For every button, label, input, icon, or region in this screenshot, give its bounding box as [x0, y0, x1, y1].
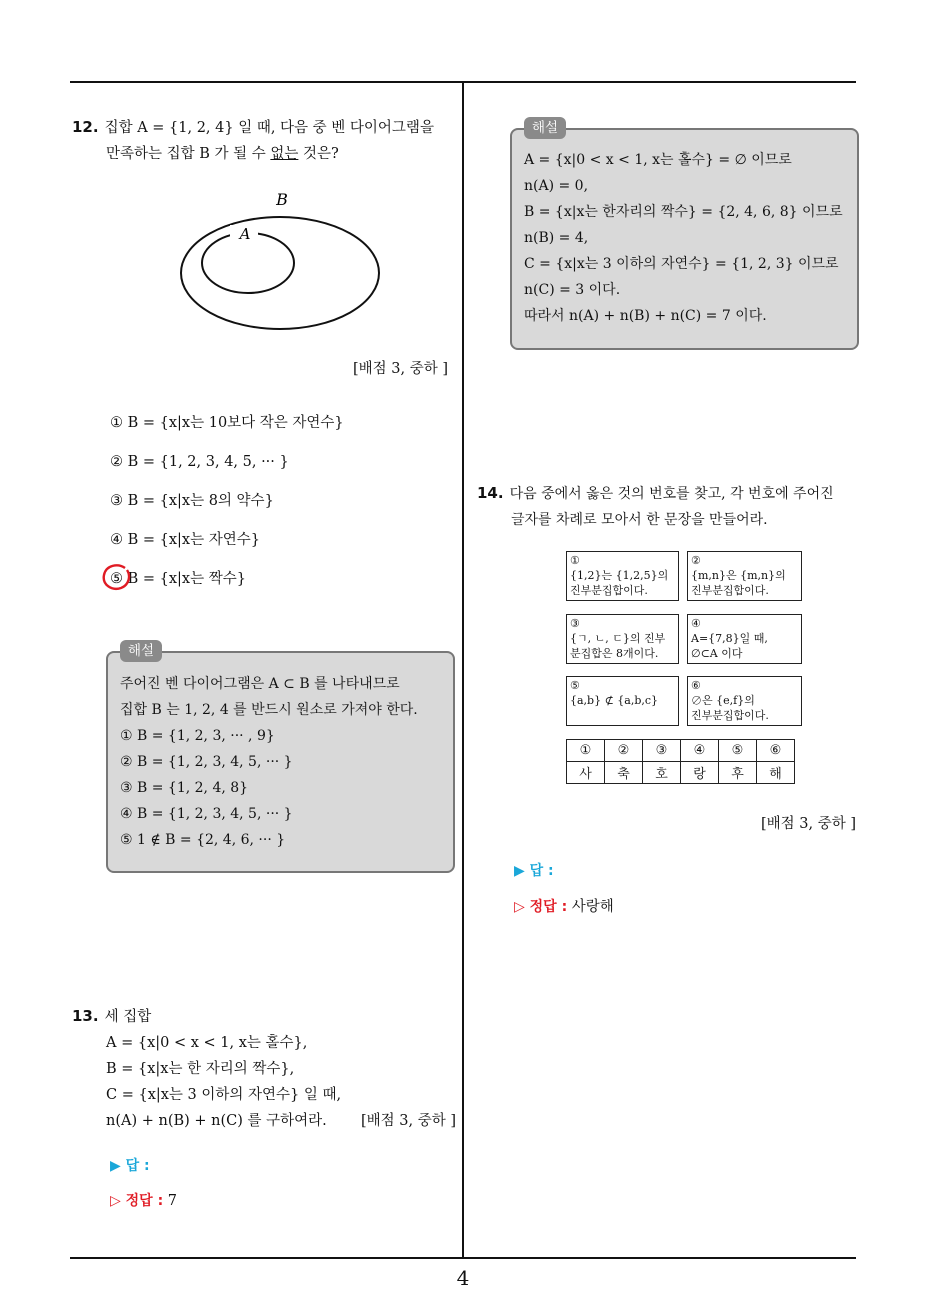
question-text-line: n(A) + n(B) + n(C) 를 구하여라. [106, 1113, 327, 1129]
set-a-label: A [239, 225, 251, 243]
solution-box-12 [106, 643, 455, 873]
solution-line: n(A) = 0, [524, 178, 589, 194]
code-number: ① [567, 740, 605, 762]
choice-4[interactable]: ④ B = {x|x는 자연수} [110, 532, 260, 548]
choice-3[interactable]: ③ B = {x|x는 8의 약수} [110, 493, 274, 509]
question-text-line1: 다음 중에서 옳은 것의 번호를 찾고, 각 번호에 주어진 [509, 486, 834, 502]
correct-answer-value: 7 [167, 1193, 178, 1209]
cell-number: ④ [691, 617, 701, 630]
cell-number: ③ [570, 617, 580, 630]
answer-label: ▶ 답 : [514, 863, 554, 879]
answer-row-13 [110, 1153, 410, 1179]
code-char: 후 [719, 762, 757, 784]
question-text-line2-end: 것은? [298, 146, 339, 162]
code-number: ④ [681, 740, 719, 762]
question-number: 12. [72, 118, 99, 136]
answer-circle-mark [100, 562, 134, 592]
question-13 [72, 1003, 456, 1134]
choice-2[interactable]: ② B = {1, 2, 3, 4, 5, ··· } [110, 454, 289, 470]
solution-tab: 해설 [120, 640, 162, 662]
question-text-line1: 집합 A = {1, 2, 4} 일 때, 다음 중 벤 다이어그램을 [104, 120, 434, 136]
statement-cell-4 [687, 614, 802, 664]
cell-text: 분집합은 8개이다. [570, 647, 659, 660]
statement-cell-3 [566, 614, 679, 664]
difficulty-label: [배점 3, 중하 ] [360, 1113, 456, 1129]
code-number: ⑤ [719, 740, 757, 762]
set-b-ellipse [181, 217, 379, 329]
correct-row-13 [110, 1188, 410, 1214]
question-number: 13. [72, 1007, 99, 1025]
solution-line: n(C) = 3 이다. [524, 282, 621, 298]
solution-line: A = {x|0 < x < 1, x는 홀수} = ∅ 이므로 [524, 152, 792, 168]
code-number: ② [605, 740, 643, 762]
code-number-row [567, 740, 795, 762]
underlined-word: 없는 [270, 146, 299, 162]
correct-row-14 [514, 894, 814, 920]
page-number: 4 [456, 1266, 470, 1290]
code-char: 사 [567, 762, 605, 784]
code-char: 랑 [681, 762, 719, 784]
answer-label: ▶ 답 : [110, 1158, 150, 1174]
code-number: ③ [643, 740, 681, 762]
question-text-line: C = {x|x는 3 이하의 자연수} 일 때, [106, 1087, 342, 1103]
choice-1[interactable]: ① B = {x|x는 10보다 작은 자연수} [110, 415, 344, 431]
question-text-line2: 글자를 차례로 모아서 한 문장을 만들어라. [511, 512, 768, 528]
answer-row-14 [514, 858, 814, 884]
code-char: 호 [643, 762, 681, 784]
set-b-label: B [276, 190, 288, 209]
solution-box-13 [510, 120, 859, 350]
cell-text: ∅⊂A 이다 [691, 647, 743, 660]
solution-line: B = {x|x는 한자리의 짝수} = {2, 4, 6, 8} 이므로 [524, 204, 843, 220]
solution-tab: 해설 [524, 117, 566, 139]
cell-text: 진부분집합이다. [691, 709, 769, 722]
statement-cell-6 [687, 676, 802, 726]
cell-text: {m,n}은 {m,n}의 [691, 569, 786, 582]
solution-line: ④ B = {1, 2, 3, 4, 5, ··· } [120, 806, 293, 822]
difficulty-label: [배점 3, 중하 ] [352, 361, 448, 377]
correct-answer-value: 사랑해 [571, 899, 614, 915]
question-14 [477, 480, 861, 533]
question-text-line: 세 집합 [104, 1009, 152, 1025]
code-char-row [567, 762, 795, 784]
column-divider [462, 82, 464, 1258]
cell-text: {1,2}는 {1,2,5}의 [570, 569, 669, 582]
correct-answer-label: ▷ 정답 : [110, 1193, 164, 1209]
solution-line: 따라서 n(A) + n(B) + n(C) = 7 이다. [524, 308, 767, 324]
statement-cell-1 [566, 551, 679, 601]
cell-number: ⑤ [570, 679, 580, 692]
cell-text: 진부분집합이다. [570, 584, 648, 597]
solution-line: n(B) = 4, [524, 230, 589, 246]
solution-line: 주어진 벤 다이어그램은 A ⊂ B 를 나타내므로 [120, 676, 400, 692]
difficulty-label: [배점 3, 중하 ] [760, 816, 856, 832]
question-text-line: A = {x|0 < x < 1, x는 홀수}, [106, 1035, 308, 1051]
choice-5[interactable]: ⑤ B = {x|x는 짝수} [110, 571, 246, 587]
statement-cell-5 [566, 676, 679, 726]
question-text-line: B = {x|x는 한 자리의 짝수}, [106, 1061, 295, 1077]
letter-code-table [566, 739, 795, 784]
statement-cell-2 [687, 551, 802, 601]
cell-text: {a,b} ⊄ {a,b,c} [570, 694, 659, 707]
code-char: 해 [757, 762, 795, 784]
code-char: 축 [605, 762, 643, 784]
solution-line: ① B = {1, 2, 3, ··· , 9} [120, 728, 275, 744]
cell-text: {ㄱ, ㄴ, ㄷ}의 진부 [570, 632, 666, 645]
solution-line: ③ B = {1, 2, 4, 8} [120, 780, 249, 796]
correct-answer-label: ▷ 정답 : [514, 899, 568, 915]
cell-text: ∅은 {e,f}의 [691, 694, 755, 707]
cell-text: A={7,8}일 때, [691, 632, 768, 645]
solution-line: C = {x|x는 3 이하의 자연수} = {1, 2, 3} 이므로 [524, 256, 839, 272]
code-number: ⑥ [757, 740, 795, 762]
question-text-line2: 만족하는 집합 B 가 될 수 [106, 146, 271, 162]
solution-line: ② B = {1, 2, 3, 4, 5, ··· } [120, 754, 293, 770]
cell-number: ① [570, 554, 580, 567]
cell-number: ② [691, 554, 701, 567]
question-12 [72, 114, 456, 167]
cell-text: 진부분집합이다. [691, 584, 769, 597]
cell-number: ⑥ [691, 679, 701, 692]
venn-diagram [170, 185, 390, 335]
solution-line: ⑤ 1 ∉ B = {2, 4, 6, ··· } [120, 832, 286, 848]
question-number: 14. [477, 484, 504, 502]
solution-line: 집합 B 는 1, 2, 4 를 반드시 원소로 가져야 한다. [120, 702, 418, 718]
